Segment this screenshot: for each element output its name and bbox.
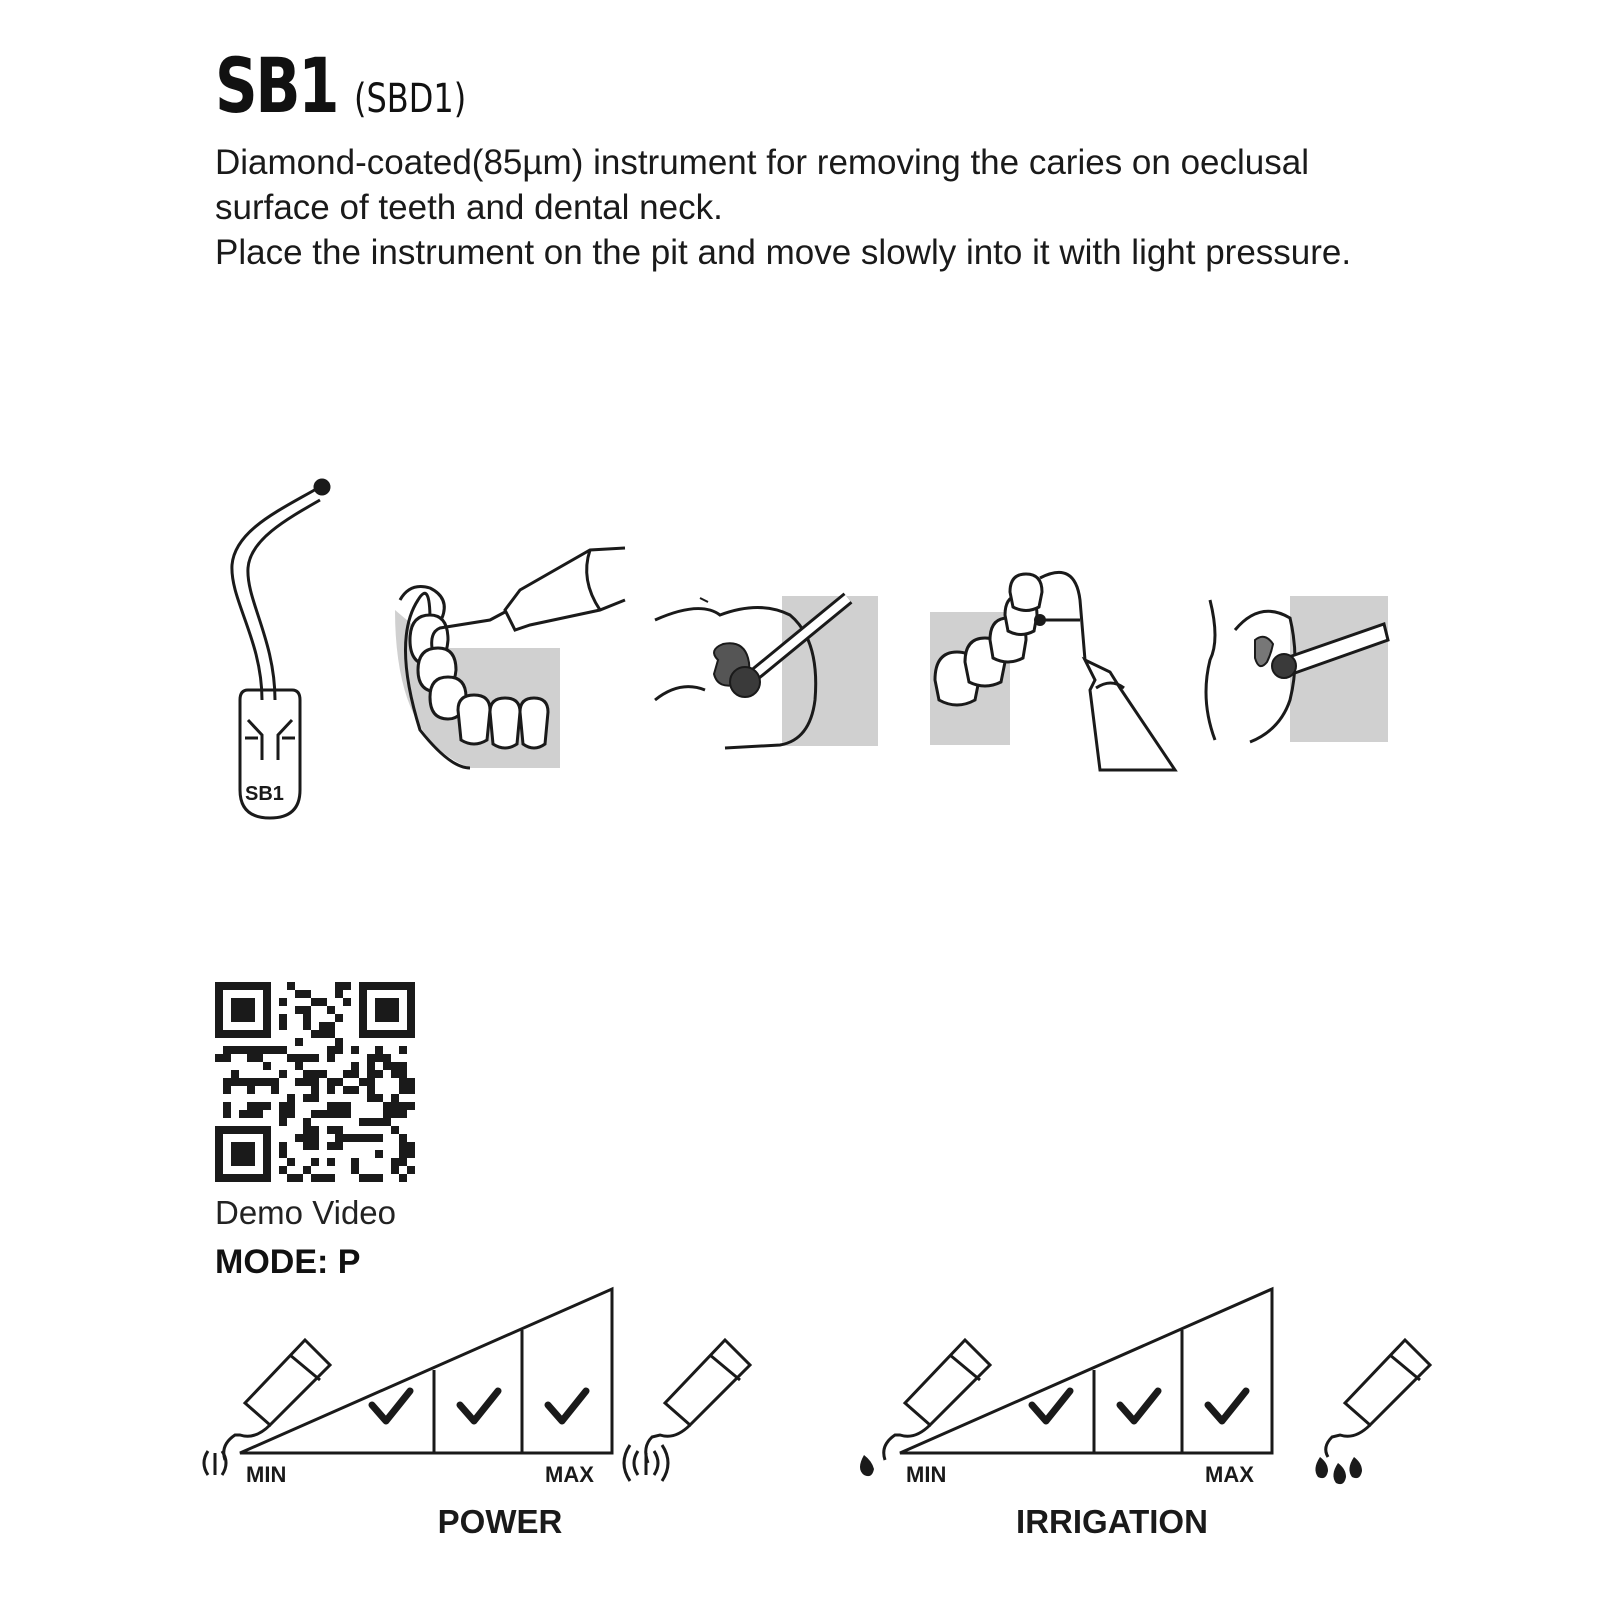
product-model: SB1 [215,41,338,130]
irrigation-min-label: MIN [906,1462,947,1487]
handpiece-icon [884,1340,990,1460]
power-panel [190,1285,810,1545]
illustration-step-3 [930,572,1175,770]
irrigation-title: IRRIGATION [1016,1503,1208,1540]
handpiece-icon [1326,1340,1430,1457]
tip-engraving: SB1 [245,783,284,805]
illustration-step-1 [395,548,625,768]
handpiece-icon [646,1340,750,1463]
irrigation-check-icon-3 [1120,1391,1158,1421]
power-check-icon-2 [372,1391,410,1421]
qr-code-icon [215,982,415,1182]
power-check-icon-3 [460,1391,498,1421]
scaler-tip-icon [232,480,329,818]
power-check-icon-4 [548,1391,586,1421]
power-title: POWER [437,1503,563,1540]
qr-caption: Demo Video [215,1194,397,1231]
water-drops-icon [1315,1457,1362,1484]
power-min-label: MIN [246,1462,287,1487]
handpiece-icon [224,1340,330,1460]
product-alt-model: (SBD1) [353,76,466,122]
water-drop-icon [860,1455,874,1476]
mode-label: MODE: P [215,1243,361,1281]
illustration-step-2 [655,596,878,748]
irrigation-max-label: MAX [1205,1462,1254,1487]
vibration-low-icon [204,1451,226,1475]
power-max-label: MAX [545,1462,594,1487]
description-line-2: Place the instrument on the pit and move slowly into it with light pressure. [215,233,1352,272]
irrigation-check-icon-4 [1208,1391,1246,1421]
irrigation-panel [850,1285,1470,1545]
description-line-1: Diamond-coated(85µm) instrument for removing the caries on oeclusal surface of teeth and dental neck. [215,143,1309,227]
illustration-step-4 [1206,596,1388,742]
irrigation-check-icon-2 [1032,1391,1070,1421]
